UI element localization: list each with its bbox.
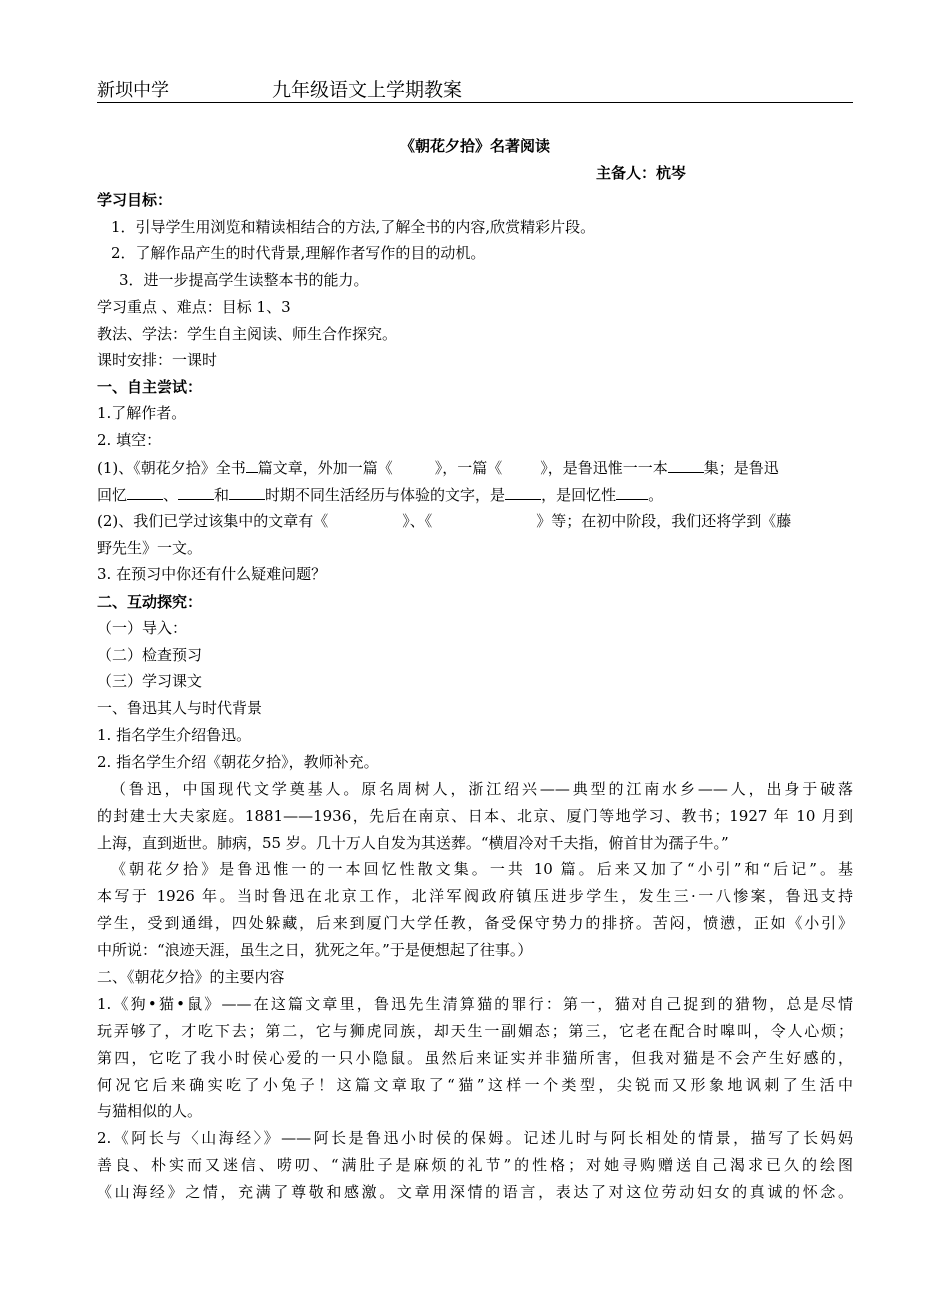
paragraph-line: 1.《狗•猫•鼠》——在这篇文章里，鲁迅先生清算猫的罪行：第一，猫对自己捉到的猎物，总是尽情 [97, 995, 853, 1013]
paragraph-line: 与猫相似的人。 [97, 1102, 203, 1120]
paragraph-line: 学生，受到通缉，四处躲藏，后来到厦门大学任教，备受保守势力的排挤。苦闷，愤懑，正如《小引》 [97, 914, 853, 932]
goal-item: 1．引导学生用浏览和精读相结合的方法,了解全书的内容,欣赏精彩片段。 [111, 218, 596, 236]
school-name: 新坝中学 [97, 80, 169, 101]
question-3: 3. 在预习中你还有什么疑难问题？ [97, 565, 327, 583]
sub-heading: （二）检查预习 [97, 646, 203, 664]
paragraph-line: 《朝花夕拾》是鲁迅惟一的一本回忆性散文集。一共 10 篇。后来又加了“小引”和“后记”。基 [111, 860, 853, 878]
paragraph-line: 中所说：“浪迹天涯，虽生之日，犹死之年。”于是便想起了往事。） [97, 941, 533, 959]
text-segment: 时期不同生活经历与体验的文字，是 [265, 486, 506, 504]
fill-blank-1-line2 [97, 484, 663, 505]
part-heading: 一、鲁迅其人与时代背景 [97, 699, 263, 717]
section2-heading: 二、互动探究： [97, 593, 203, 611]
text-segment: 集；是鲁迅 [703, 459, 779, 477]
text-segment: 篇文章，外加一篇《 [257, 459, 393, 477]
fill-blank-2-line1 [97, 511, 791, 531]
list-item: 2. 指名学生介绍《朝花夕拾》，教师补充。 [97, 753, 379, 771]
text-segment: (2)、我们已学过该集中的文章有《 [97, 512, 329, 530]
paragraph-line: 第四，它吃了我小时侯心爱的一只小隐鼠。虽然后来证实并非猫所害，但我对猫是不会产生好感的， [97, 1049, 853, 1067]
paragraph-line: 2.《阿长与〈山海经〉》——阿长是鲁迅小时侯的保姆。记述儿时与阿长相处的情景，描写了长妈妈 [97, 1129, 853, 1147]
fill-blank-2-line2: 野先生》一文。 [97, 539, 203, 557]
sub-heading: （一）导入： [97, 619, 188, 637]
sub-heading: （三）学习课文 [97, 672, 203, 690]
key-points: 学习重点 、难点：目标 1、3 [97, 298, 291, 316]
list-item: 1. 指名学生介绍鲁迅。 [97, 726, 252, 744]
header-title: 九年级语文上学期教案 [272, 79, 463, 101]
text-segment: 和 [214, 486, 230, 504]
paragraph-line: 的封建士大夫家庭。1881——1936，先后在南京、日本、北京、厦门等地学习、教书；1927 年 10 月到 [97, 807, 853, 825]
paragraph-line: 本写于 1926 年。当时鲁迅在北京工作，北洋军阀政府镇压进步学生，发生三·一八惨案，鲁迅支持 [97, 887, 853, 905]
text-segment: 》，是鲁迅惟一一本 [540, 459, 668, 477]
goals-heading: 学习目标： [97, 191, 173, 209]
schedule: 课时安排：一课时 [97, 351, 218, 369]
text-segment: 。 [648, 486, 664, 504]
blank-field[interactable] [616, 484, 648, 500]
author-line: 主备人：杭岑 [596, 164, 687, 182]
methods: 教法、学法：学生自主阅读、师生合作探究。 [97, 325, 398, 343]
text-segment: ，是回忆性 [541, 486, 617, 504]
text-segment: 》，一篇《 [434, 459, 503, 477]
blank-field[interactable] [505, 484, 541, 500]
blank-field[interactable] [246, 457, 258, 473]
document-title: 《朝花夕拾》名著阅读 [399, 137, 550, 155]
paragraph-line: 何况它后来确实吃了小兔子！这篇文章取了“猫”这样一个类型，尖锐而又形象地讽刺了生活中 [97, 1076, 853, 1094]
blank-field[interactable] [127, 484, 163, 500]
question-2: 2. 填空： [97, 431, 162, 449]
paragraph-line: 善良、朴实而又迷信、唠叨、“满肚子是麻烦的礼节”的性格；对她寻购赠送自己渴求已久的绘图 [97, 1156, 853, 1174]
text-segment: 》等；在初中阶段，我们还将学到《藤 [536, 512, 792, 530]
text-segment: 》、《 [402, 512, 433, 530]
paragraph-line: 《山海经》之情，充满了尊敬和感激。文章用深情的语言，表达了对这位劳动妇女的真诚的怀念。 [97, 1183, 853, 1201]
goal-item: 2．了解作品产生的时代背景,理解作者写作的目的动机。 [111, 244, 486, 262]
paragraph-line: 玩弄够了，才吃下去；第二，它与狮虎同族，却天生一副媚态；第三，它老在配合时嗥叫，令人心烦； [97, 1022, 853, 1040]
paragraph-line: （鲁迅，中国现代文学奠基人。原名周树人，浙江绍兴——典型的江南水乡——人，出身于破落 [111, 780, 853, 798]
text-segment: (1)、《朝花夕拾》全书 [97, 459, 246, 477]
text-segment: 回忆 [97, 486, 128, 504]
goal-item: 3．进一步提高学生读整本书的能力。 [119, 271, 369, 289]
blank-field[interactable] [668, 457, 704, 473]
blank-field[interactable] [229, 484, 265, 500]
page-header [97, 72, 853, 103]
question-1: 1.了解作者。 [97, 404, 187, 422]
section1-heading: 一、自主尝试： [97, 378, 203, 396]
fill-blank-1-line1 [97, 457, 779, 478]
paragraph-line: 上海，直到逝世。肺病，55 岁。几十万人自发为其送葬。“横眉冷对千夫指，俯首甘为孺子牛。” [97, 834, 729, 852]
text-segment: 、 [163, 486, 179, 504]
blank-field[interactable] [178, 484, 214, 500]
part-heading: 二、《朝花夕拾》的主要内容 [97, 968, 285, 986]
